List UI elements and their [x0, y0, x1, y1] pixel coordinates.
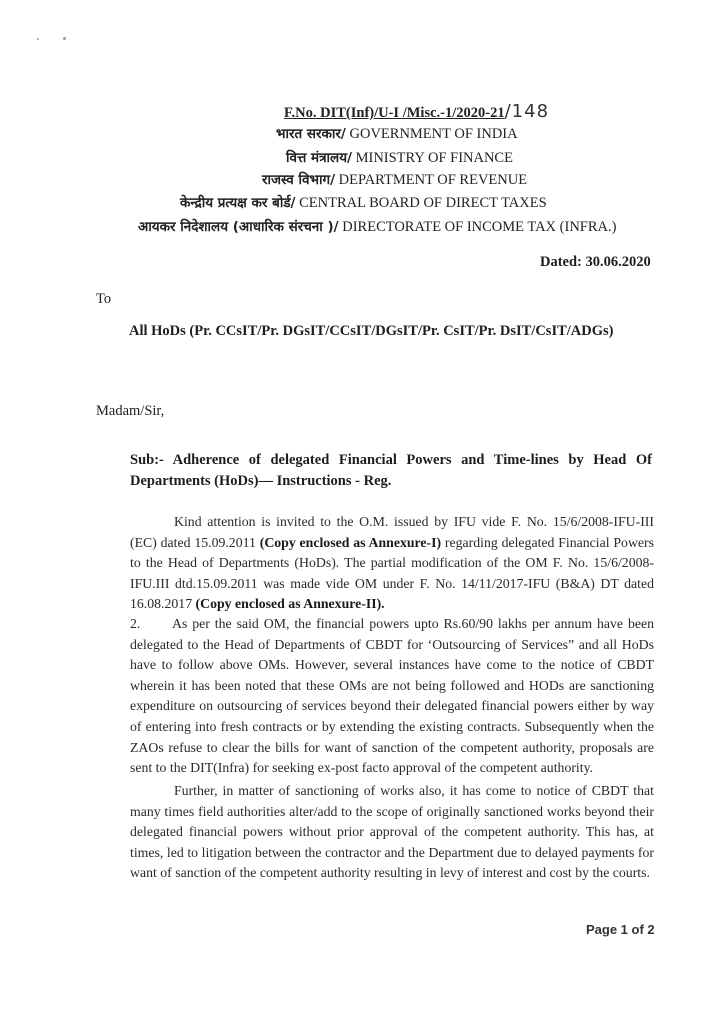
file-number-handwritten: /148 — [504, 101, 550, 122]
paragraph-number: 2. — [130, 616, 141, 631]
paragraph-3: Further, in matter of sanctioning of works also, it has come to notice of CBDT that many times field authorities alter/add to the scope of originally sanctioned works beyond their delegated financial powers without prior approval of the competent authority. This has, at times, led to litigation between the contractor and the Department due to delayed payments for want of sanction of the competent authority resulting in levy of interest and cost by the courts. — [130, 783, 654, 881]
file-number-printed: F.No. DIT(Inf)/U-I /Misc.-1/2020-21 — [284, 105, 505, 121]
to-label: To — [96, 291, 112, 307]
header-line-ministry: वित्त मंत्रालय/ MINISTRY OF FINANCE — [286, 150, 513, 166]
header-line-cbdt: केन्द्रीय प्रत्यक्ष कर बोर्ड/ CENTRAL BOARD OF DIRECT TAXES — [180, 195, 547, 211]
file-number — [284, 101, 704, 122]
scan-speck — [63, 37, 66, 40]
paragraph-2: 2. As per the said OM, the financial powers upto Rs.60/90 lakhs per annum have been delegated to the Head of Departments of CBDT for ‘Outsourcing of Services” and all HoDs have to follow above OMs. However, several instances have come to the notice of CBDT wherein it has been noted that these OMs are not being followed and HODs are sanctioning expenditure on outsourcing of services beyond their delegated financial powers either by way of entering into fresh contracts or by extending the existing contracts. Subsequently when the ZAOs refuse to clear the bills for want of sanction of the competent authority, proposals are sent to the DIT(Infra) for seeking ex-post facto approval of the competent authority. — [130, 616, 654, 776]
annexure-2-note: (Copy enclosed as Annexure-II). — [195, 596, 385, 612]
date-line: Dated: 30.06.2020 — [540, 254, 651, 270]
addressee: All HoDs (Pr. CCsIT/Pr. DGsIT/CCsIT/DGsIT/Pr. CsIT/Pr. DsIT/CsIT/ADGs) — [129, 323, 614, 339]
subject-line: Sub:- Adherence of delegated Financial Powers and Time-lines by Head Of Departments (HoDs)— Instructions - Reg. — [130, 452, 652, 489]
header-line-directorate: आयकर निदेशालय (आधारिक संरचना )/ DIRECTORATE OF INCOME TAX (INFRA.) — [138, 219, 617, 235]
scan-speck — [37, 38, 39, 40]
header-line-government: भारत सरकार/ GOVERNMENT OF INDIA — [276, 126, 518, 142]
paragraph-1: Kind attention is invited to the O.M. issued by IFU vide F. No. 15/6/2008-IFU-III (EC) dated 15.09.2011 (Copy enclosed as Annexure-I) regarding delegated Financial Powers to the Head of Departments (HoDs). The partial modification of the OM F. No. 15/6/2008-IFU.III dtd.15.09.2011 was made vide OM under F. No. 14/11/2017-IFU (B&A) DT dated 16.08.2017 (Copy enclosed as Annexure-II). — [130, 514, 655, 612]
page-number: Page 1 of 2 — [586, 922, 655, 937]
salutation: Madam/Sir, — [96, 403, 165, 419]
annexure-1-note: (Copy enclosed as Annexure-I) — [259, 534, 442, 550]
header-line-department: राजस्व विभाग/ DEPARTMENT OF REVENUE — [262, 172, 528, 188]
